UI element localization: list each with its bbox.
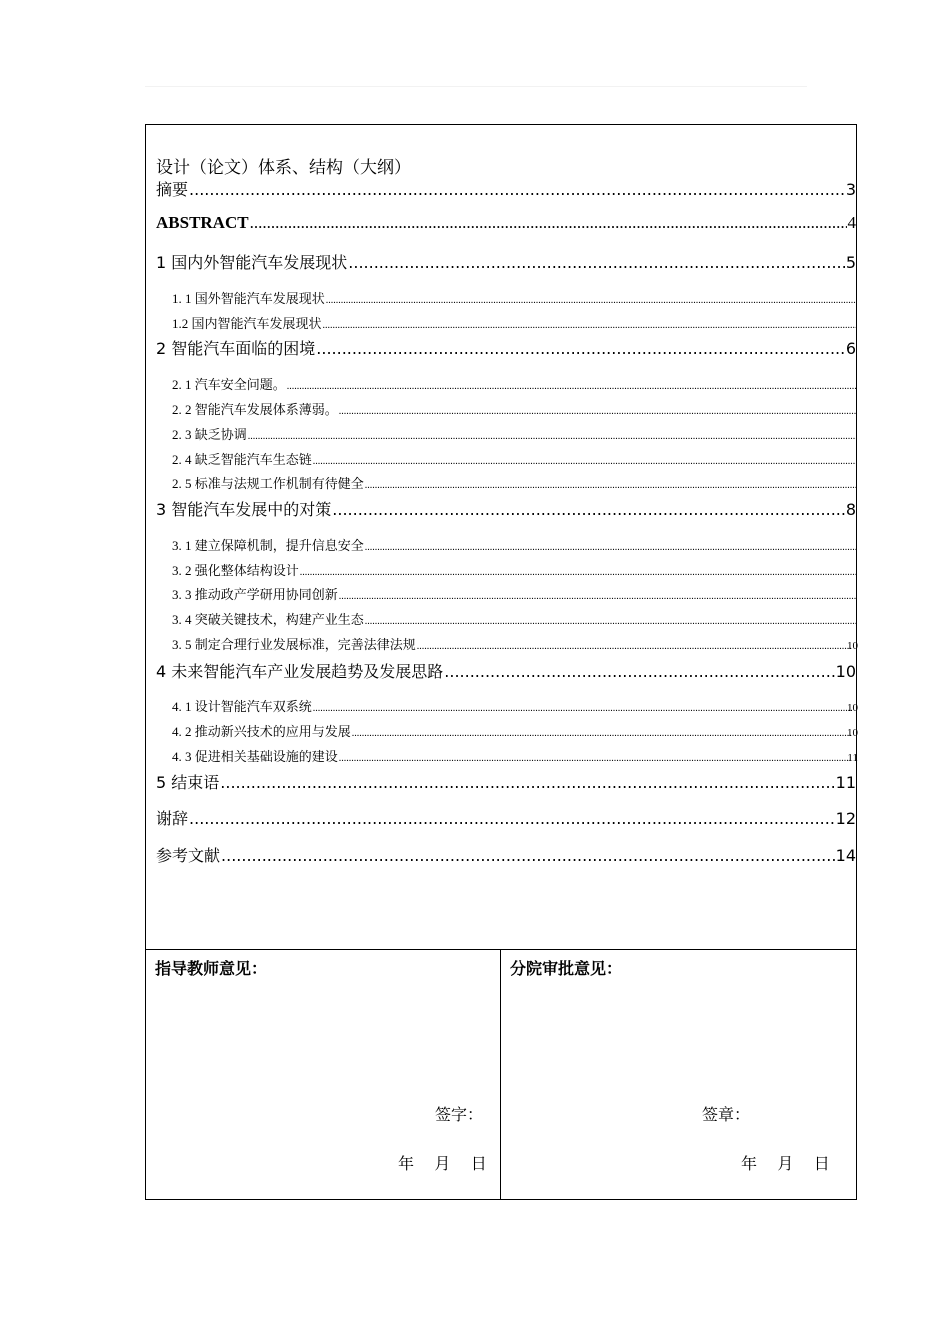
toc-dot-leader [326, 291, 857, 307]
toc-entry-text: 4 未来智能汽车产业发展趋势及发展思路 [156, 662, 444, 681]
toc-dot-leader [189, 180, 845, 199]
toc-entry-text: 3. 5 制定合理行业发展标准，完善法律法规 [172, 637, 416, 652]
advisor-opinion-cell[interactable] [146, 950, 501, 1199]
toc-page-number: 5 [845, 253, 856, 272]
toc-page-number: 8 [845, 500, 856, 519]
toc-entry-chapter-4[interactable] [156, 659, 856, 682]
toc-entry-text: 2. 3 缺乏协调 [172, 427, 247, 442]
toc-entry-chapter-2[interactable] [156, 336, 856, 359]
toc-entry-section-2-2[interactable] [172, 399, 858, 418]
toc-entry-section-3-2[interactable] [172, 560, 858, 579]
outline-cell [146, 125, 856, 950]
toc-entry-text: 2. 1 汽车安全问题。 [172, 377, 286, 392]
toc-entry-section-2-1[interactable] [172, 374, 858, 393]
toc-entry-section-3-3[interactable] [172, 584, 858, 603]
toc-dot-leader [348, 253, 845, 272]
toc-entry-text: 2. 2 智能汽车发展体系薄弱。 [172, 402, 338, 417]
toc-entry-chapter-1[interactable] [156, 250, 856, 273]
seal-label: 签章： [702, 1105, 751, 1124]
toc-entry-text: 谢辞 [156, 809, 189, 828]
toc-entry-text: 2 智能汽车面临的困境 [156, 339, 316, 358]
toc-dot-leader [220, 773, 834, 792]
toc-entry-section-2-4[interactable] [172, 449, 858, 468]
toc-entry-references[interactable] [156, 843, 856, 866]
toc-page-number: 10 [835, 662, 856, 681]
toc-entry-text: 3. 1 建立保障机制，提升信息安全 [172, 538, 364, 553]
toc-entry-text: 1.2 国内智能汽车发展现状 [172, 316, 322, 331]
toc-entry-chapter-5[interactable] [156, 770, 856, 793]
toc-page-number: 11 [847, 752, 858, 764]
toc-entry-text: 5 结束语 [156, 773, 220, 792]
toc-page-number: 11 [835, 773, 856, 792]
toc-dot-leader [365, 538, 857, 554]
toc-entry-section-1-1[interactable] [172, 288, 858, 307]
toc-entry-text: 2. 4 缺乏智能汽车生态链 [172, 452, 312, 467]
toc-dot-leader [316, 339, 845, 358]
toc-entry-text: 1. 1 国外智能汽车发展现状 [172, 291, 325, 306]
toc-dot-leader [300, 563, 857, 579]
toc-page-number: 3 [845, 180, 856, 199]
toc-entry-section-2-5[interactable] [172, 473, 858, 492]
signature-label: 签字： [435, 1105, 484, 1124]
toc-dot-leader [248, 427, 857, 443]
toc-entry-text: 3. 3 推动政产学研用协同创新 [172, 587, 338, 602]
toc-dot-leader [323, 316, 857, 332]
toc-page-number: 6 [845, 339, 856, 358]
toc-entry-text: 1 国内外智能汽车发展现状 [156, 253, 348, 272]
toc-dot-leader [417, 637, 852, 653]
date-label: 年 月 日 [398, 1154, 487, 1173]
toc-entry-section-3-5[interactable] [172, 634, 858, 653]
department-opinion-cell[interactable] [501, 950, 856, 1199]
toc-dot-leader [339, 587, 857, 603]
toc-dot-leader [189, 809, 835, 828]
toc-entry-text: ABSTRACT [156, 213, 249, 232]
toc-dot-leader [287, 377, 857, 393]
toc-page-number: 12 [835, 809, 856, 828]
outline-title: 设计（论文）体系、结构（大纲） [156, 158, 411, 178]
toc-dot-leader [332, 500, 845, 519]
toc-entry-abstract-cn[interactable] [156, 177, 856, 200]
toc-entry-acknowledgements[interactable] [156, 806, 856, 829]
toc-dot-leader [352, 724, 852, 740]
toc-page-number: 14 [835, 846, 856, 865]
toc-page-number: 10 [847, 727, 858, 739]
department-opinion-title: 分院审批意见： [510, 959, 623, 978]
toc-entry-text: 4. 2 推动新兴技术的应用与发展 [172, 724, 351, 739]
toc-entry-section-4-1[interactable] [172, 696, 858, 715]
toc-dot-leader [221, 846, 835, 865]
toc-dot-leader [313, 699, 852, 715]
toc-dot-leader [339, 749, 853, 765]
toc-entry-text: 3 智能汽车发展中的对策 [156, 500, 332, 519]
toc-dot-leader [339, 402, 857, 418]
toc-entry-text: 3. 2 强化整体结构设计 [172, 563, 299, 578]
toc-page-number: 10 [847, 640, 858, 652]
toc-entry-text: 4. 3 促进相关基础设施的建设 [172, 749, 338, 764]
toc-page-number: 4 [847, 213, 856, 232]
outline-form-table [145, 124, 857, 1200]
toc-entry-section-3-1[interactable] [172, 535, 858, 554]
advisor-opinion-title: 指导教师意见： [155, 959, 268, 978]
toc-entry-text: 参考文献 [156, 846, 221, 865]
toc-entry-text: 2. 5 标准与法规工作机制有待健全 [172, 476, 364, 491]
toc-entry-abstract-en[interactable] [156, 213, 856, 233]
toc-entry-text: 摘要 [156, 180, 189, 199]
toc-entry-section-4-3[interactable] [172, 746, 858, 765]
toc-entry-chapter-3[interactable] [156, 497, 856, 520]
toc-dot-leader [444, 662, 834, 681]
date-label: 年 月 日 [741, 1154, 830, 1173]
opinion-row [146, 950, 856, 1199]
toc-dot-leader [250, 213, 847, 233]
toc-entry-text: 3. 4 突破关键技术，构建产业生态 [172, 612, 364, 627]
toc-page-number: 10 [847, 702, 858, 714]
toc-entry-section-2-3[interactable] [172, 424, 858, 443]
toc-entry-section-3-4[interactable] [172, 609, 858, 628]
toc-entry-text: 4. 1 设计智能汽车双系统 [172, 699, 312, 714]
toc-entry-section-1-2[interactable] [172, 313, 858, 332]
toc-dot-leader [313, 452, 857, 468]
header-rule [145, 86, 807, 87]
toc-entry-section-4-2[interactable] [172, 721, 858, 740]
toc-dot-leader [365, 612, 857, 628]
toc-dot-leader [365, 476, 857, 492]
